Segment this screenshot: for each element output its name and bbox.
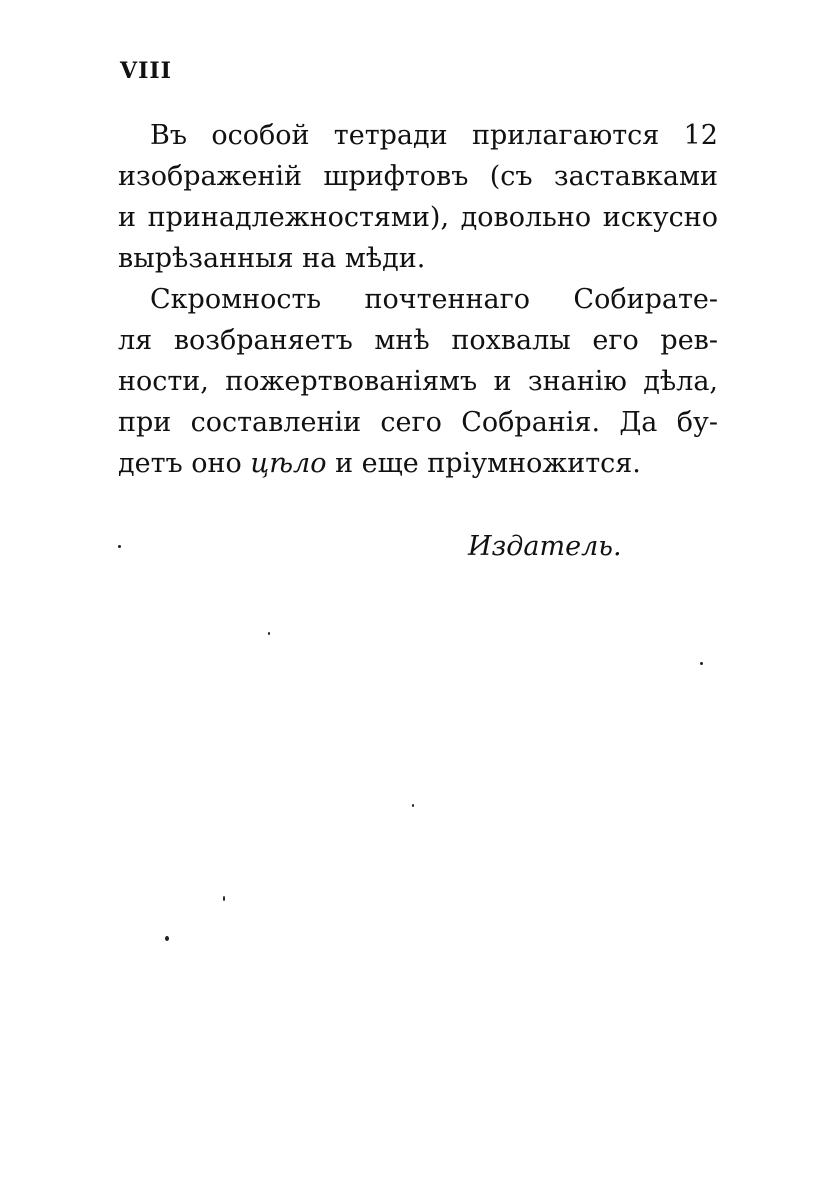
scan-speck (223, 896, 225, 901)
scan-speck (118, 545, 121, 548)
text-line: и принадлежностями), довольно искусно (118, 202, 718, 233)
text-fragment: и еще пріумножится. (326, 448, 641, 479)
text-line: Въ особой тетради прилагаются 12 (150, 120, 718, 151)
text-line: при составленіи сего Собранія. Да бу- (118, 407, 718, 438)
scan-speck (412, 804, 414, 807)
italic-word: цѣло (250, 448, 327, 479)
text-line (118, 443, 718, 484)
text-line: ля возбраняетъ мнѣ похвалы его рев- (118, 325, 718, 356)
page-number: VIII (120, 58, 172, 84)
paragraph-2 (118, 279, 718, 484)
text-line: изображеній шрифтовъ (съ заставками (118, 161, 718, 192)
scan-speck (268, 632, 270, 635)
scan-speck (700, 662, 703, 665)
paragraph-1 (118, 115, 718, 279)
text-fragment: детъ оно (118, 448, 251, 479)
body-text (118, 115, 718, 484)
publisher-signature: Издатель. (468, 531, 622, 562)
text-line: ности, пожертвованіямъ и знанію дѣла, (118, 366, 718, 397)
text-line: Скромность почтеннаго Собирате- (150, 284, 718, 315)
text-line: вырѣзанныя на мѣди. (118, 243, 426, 274)
scan-speck (165, 936, 169, 941)
